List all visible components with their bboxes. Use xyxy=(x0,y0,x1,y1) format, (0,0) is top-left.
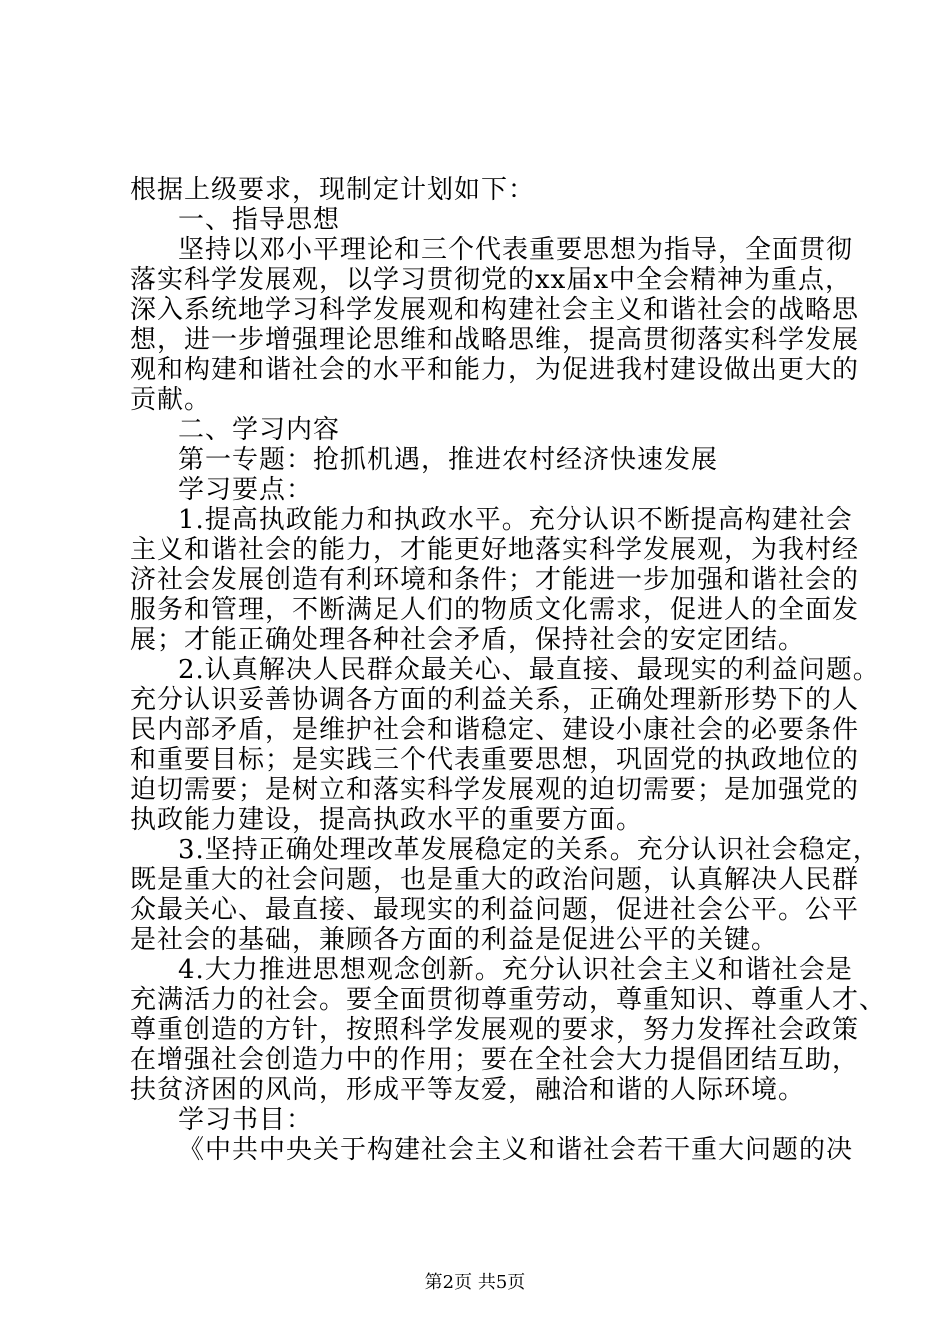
text-line: 观和构建和谐社会的水平和能力，为促进我村建设做出更大的 xyxy=(130,355,860,385)
text-line: 《中共中央关于构建社会主义和谐社会若干重大问题的决 xyxy=(178,1135,854,1165)
text-line: 深入系统地学习科学发展观和构建社会主义和谐社会的战略思 xyxy=(130,295,860,325)
text-line: 济社会发展创造有利环境和条件；才能进一步加强和谐社会的 xyxy=(130,565,860,595)
text-line: 和重要目标；是实践三个代表重要思想，巩固党的执政地位的 xyxy=(130,745,860,775)
text-line: 2.认真解决人民群众最关心、最直接、最现实的利益问题。 xyxy=(178,655,880,685)
text-line: 想，进一步增强理论思维和战略思维，提高贯彻落实科学发展 xyxy=(130,325,860,355)
text-line: 既是重大的社会问题，也是重大的政治问题，认真解决人民群 xyxy=(130,865,860,895)
text-line: 贡献。 xyxy=(130,385,212,415)
text-line: 扶贫济困的风尚，形成平等友爱，融洽和谐的人际环境。 xyxy=(130,1075,806,1105)
text-line: 第一专题：抢抓机遇，推进农村经济快速发展 xyxy=(178,445,719,475)
text-line: 充满活力的社会。要全面贯彻尊重劳动，尊重知识、尊重人才、 xyxy=(130,985,887,1015)
text-line: 是社会的基础，兼顾各方面的利益是促进公平的关键。 xyxy=(130,925,779,955)
text-line: 众最关心、最直接、最现实的利益问题，促进社会公平。公平 xyxy=(130,895,860,925)
text-line: 主义和谐社会的能力，才能更好地落实科学发展观，为我村经 xyxy=(130,535,860,565)
text-line: 民内部矛盾，是维护社会和谐稳定、建设小康社会的必要条件 xyxy=(130,715,860,745)
text-line: 1.提高执政能力和执政水平。充分认识不断提高构建社会 xyxy=(178,505,853,535)
text-line: 充分认识妥善协调各方面的利益关系，正确处理新形势下的人 xyxy=(130,685,860,715)
text-line: 落实科学发展观，以学习贯彻党的xx届x中全会精神为重点， xyxy=(130,265,852,295)
text-line: 4.大力推进思想观念创新。充分认识社会主义和谐社会是 xyxy=(178,955,853,985)
text-line: 迫切需要；是树立和落实科学发展观的迫切需要；是加强党的 xyxy=(130,775,860,805)
text-line: 执政能力建设，提高执政水平的重要方面。 xyxy=(130,805,644,835)
text-line: 学习要点： xyxy=(178,475,314,505)
text-line: 一、指导思想 xyxy=(178,205,341,235)
text-line: 尊重创造的方针，按照科学发展观的要求，努力发挥社会政策 xyxy=(130,1015,860,1045)
text-line: 3.坚持正确处理改革发展稳定的关系。充分认识社会稳定， xyxy=(178,835,880,865)
text-line: 学习书目： xyxy=(178,1105,314,1135)
text-line: 二、学习内容 xyxy=(178,415,341,445)
text-line: 服务和管理，不断满足人们的物质文化需求，促进人的全面发 xyxy=(130,595,860,625)
document-body xyxy=(130,175,887,1165)
text-line: 根据上级要求，现制定计划如下： xyxy=(130,175,536,205)
page-footer: 第2页 共5页 xyxy=(424,1272,526,1293)
text-line: 在增强社会创造力中的作用；要在全社会大力提倡团结互助， xyxy=(130,1045,860,1075)
text-line: 展；才能正确处理各种社会矛盾，保持社会的安定团结。 xyxy=(130,625,806,655)
text-line: 坚持以邓小平理论和三个代表重要思想为指导，全面贯彻 xyxy=(178,235,854,265)
